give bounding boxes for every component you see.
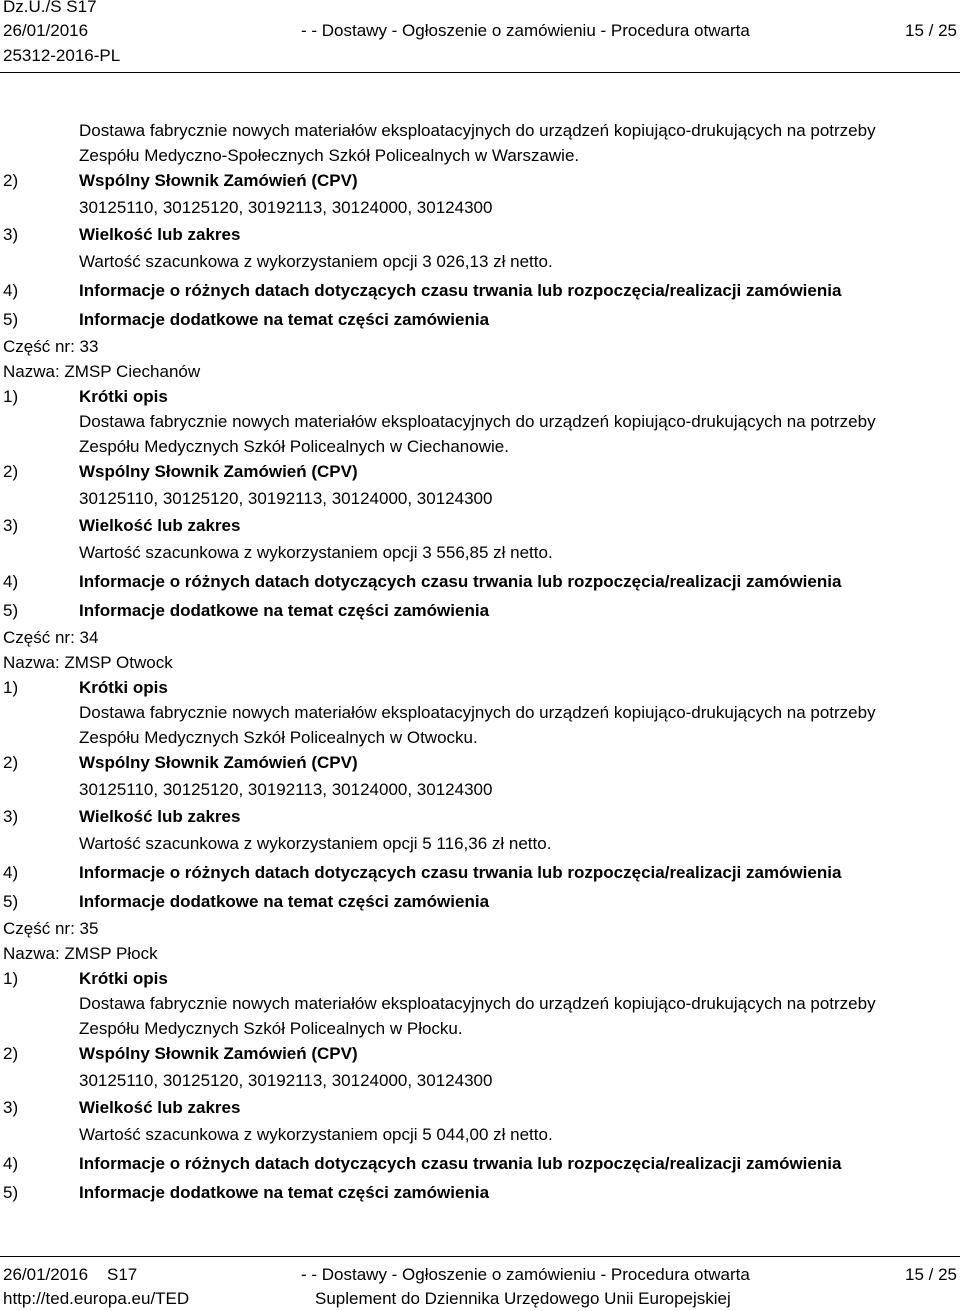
dates-heading: 4) Informacje o różnych datach dotyczących czasu trwania lub rozpoczęcia/realizacji zamówienia: [3, 572, 842, 591]
part-name: Nazwa: ZMSP Ciechanów: [3, 362, 201, 381]
scope-value: Wartość szacunkowa z wykorzystaniem opcji 5 044,00 zł netto.: [79, 1125, 553, 1144]
cpv-codes: 30125110, 30125120, 30192113, 30124000, 30124300: [79, 780, 493, 799]
cpv-codes: 30125110, 30125120, 30192113, 30124000, 30124300: [79, 1071, 493, 1090]
short-desc-line-1: Dostawa fabrycznie nowych materiałów eksploatacyjnych do urządzeń kopiująco-drukujących na potrzeby: [79, 703, 876, 722]
dates-heading: 4) Informacje o różnych datach dotyczących czasu trwania lub rozpoczęcia/realizacji zamówienia: [3, 1154, 842, 1173]
header-row-3: [3, 46, 957, 68]
document-body: [3, 118, 957, 1207]
scope-heading: 3) Wielkość lub zakres: [3, 1098, 241, 1117]
cpv-heading: 2) Wspólny Słownik Zamówień (CPV): [3, 462, 358, 481]
part-section: [3, 916, 957, 1207]
footer-row-1: [3, 1265, 957, 1287]
header-row-2: [3, 21, 957, 43]
cpv-codes: 30125110, 30125120, 30192113, 30124000, 30124300: [79, 489, 493, 508]
footer-rule: [0, 1256, 960, 1257]
short-desc-line-2: Zespółu Medycznych Szkół Policealnych w Płocku.: [79, 1019, 463, 1038]
cpv-heading: 2) Wspólny Słownik Zamówień (CPV): [3, 753, 358, 772]
footer-title: - - Dostawy - Ogłoszenie o zamówieniu - Procedura otwarta: [301, 1265, 750, 1284]
part-name: Nazwa: ZMSP Płock: [3, 944, 158, 963]
short-desc-line-1: Dostawa fabrycznie nowych materiałów eksploatacyjnych do urządzeń kopiująco-drukujących na potrzeby: [79, 994, 876, 1013]
journal-ref: Dz.U./S S17: [3, 0, 97, 16]
short-desc-line-1: Dostawa fabrycznie nowych materiałów eksploatacyjnych do urządzeń kopiująco-drukujących na potrzeby: [79, 412, 876, 431]
scope-heading: 3) Wielkość lub zakres: [3, 516, 241, 535]
short-desc-heading: 1) Krótki opis: [3, 969, 168, 988]
footer-supplement: Suplement do Dziennika Urzędowego Unii Europejskiej: [315, 1289, 731, 1308]
scope-heading: 3) Wielkość lub zakres: [3, 807, 241, 826]
intro-desc-line-1: Dostawa fabrycznie nowych materiałów eksploatacyjnych do urządzeń kopiująco-drukujących na potrzeby: [79, 121, 876, 140]
short-desc-line-2: Zespółu Medycznych Szkół Policealnych w Ciechanowie.: [79, 437, 509, 456]
scope-value: Wartość szacunkowa z wykorzystaniem opcji 3 556,85 zł netto.: [79, 543, 553, 562]
header-title: - - Dostawy - Ogłoszenie o zamówieniu - Procedura otwarta: [301, 21, 750, 40]
info-heading: 5) Informacje dodatkowe na temat części zamówienia: [3, 601, 490, 620]
short-desc-heading: 1) Krótki opis: [3, 678, 168, 697]
intro-cpv-codes: 30125110, 30125120, 30192113, 30124000, 30124300: [79, 198, 493, 217]
header-page: 15 / 25: [905, 21, 957, 40]
short-desc-heading: 1) Krótki opis: [3, 387, 168, 406]
part-section: [3, 625, 957, 916]
intro-desc-line-2: Zespółu Medyczno-Społecznych Szkół Policealnych w Warszawie.: [79, 146, 580, 165]
footer-page: 15 / 25: [905, 1265, 957, 1284]
intro-scope-heading: 3) Wielkość lub zakres: [3, 225, 241, 244]
footer-url[interactable]: http://ted.europa.eu/TED: [3, 1289, 190, 1308]
intro-dates-heading: 4) Informacje o różnych datach dotyczących czasu trwania lub rozpoczęcia/realizacji zamówienia: [3, 281, 842, 300]
intro-info-heading: 5) Informacje dodatkowe na temat części zamówienia: [3, 310, 490, 329]
short-desc-line-2: Zespółu Medycznych Szkół Policealnych w Otwocku.: [79, 728, 478, 747]
part-number: Część nr: 34: [3, 628, 99, 647]
intro-scope-value: Wartość szacunkowa z wykorzystaniem opcji 3 026,13 zł netto.: [79, 252, 553, 271]
footer-date-issue: 26/01/2016 S17: [3, 1265, 138, 1284]
notice-id: 25312-2016-PL: [3, 46, 121, 65]
header-date: 26/01/2016: [3, 21, 89, 40]
header-row-1: [3, 0, 957, 19]
dates-heading: 4) Informacje o różnych datach dotyczących czasu trwania lub rozpoczęcia/realizacji zamówienia: [3, 863, 842, 882]
part-number: Część nr: 35: [3, 919, 99, 938]
part-section: [3, 334, 957, 625]
part-number: Część nr: 33: [3, 337, 99, 356]
info-heading: 5) Informacje dodatkowe na temat części zamówienia: [3, 892, 490, 911]
intro-cpv-heading: 2) Wspólny Słownik Zamówień (CPV): [3, 171, 358, 190]
footer-row-2: [3, 1289, 957, 1311]
scope-value: Wartość szacunkowa z wykorzystaniem opcji 5 116,36 zł netto.: [79, 834, 552, 853]
info-heading: 5) Informacje dodatkowe na temat części zamówienia: [3, 1183, 490, 1202]
part-name: Nazwa: ZMSP Otwock: [3, 653, 173, 672]
header-rule: [0, 72, 960, 73]
cpv-heading: 2) Wspólny Słownik Zamówień (CPV): [3, 1044, 358, 1063]
